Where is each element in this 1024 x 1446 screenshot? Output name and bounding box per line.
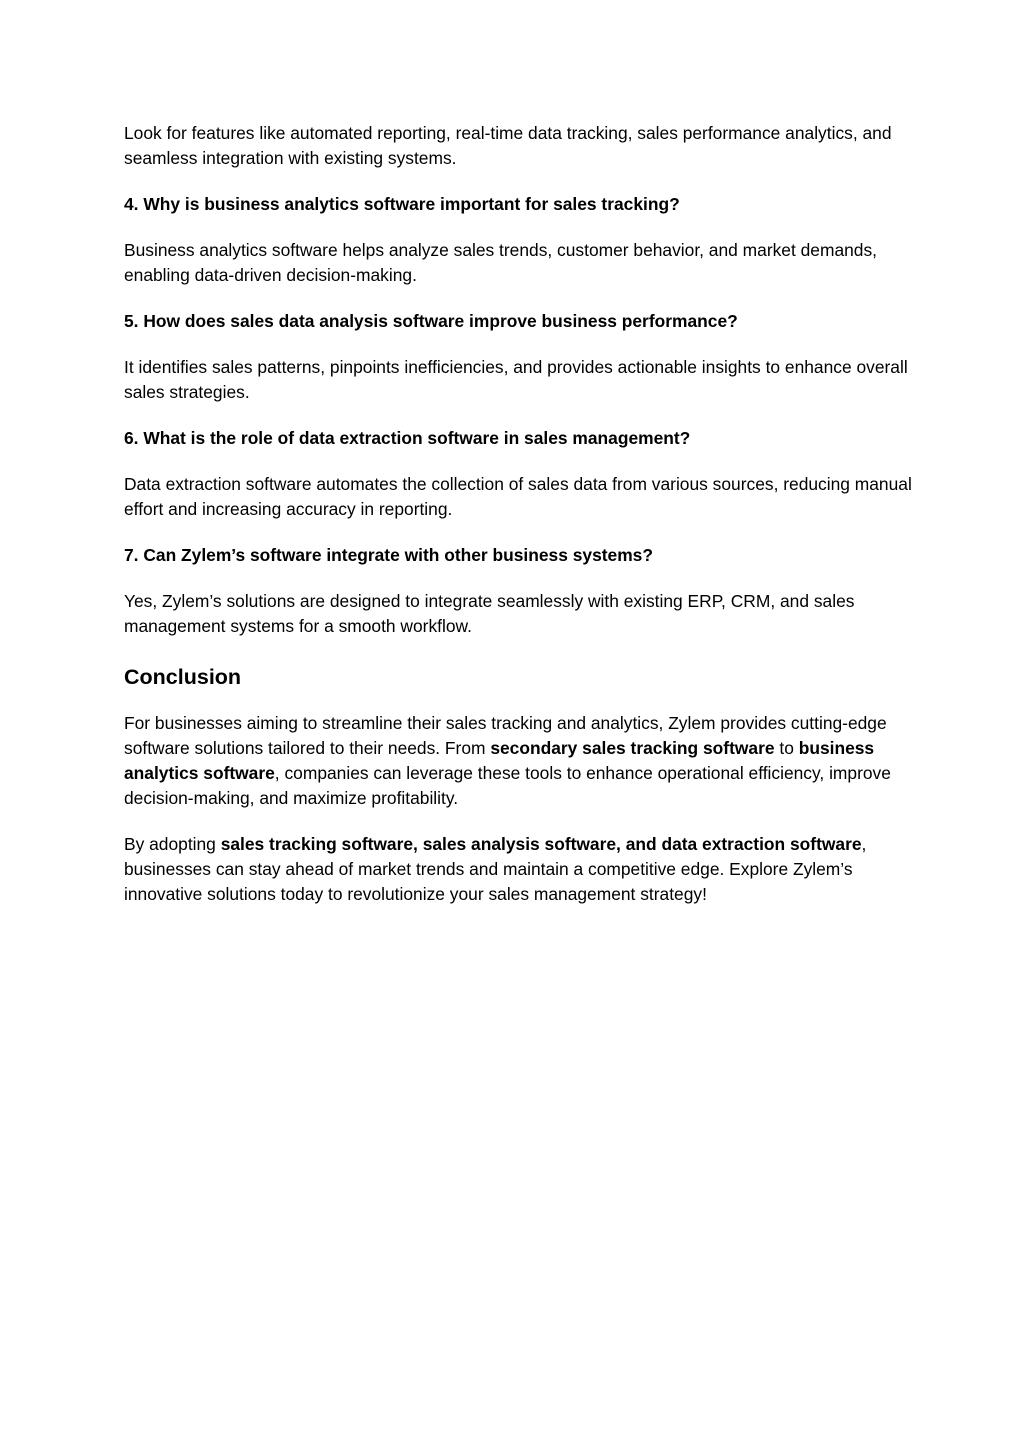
conclusion-p2-bold-1: sales tracking software, sales analysis software, and data extraction software	[220, 834, 862, 854]
faq-answer-4: Business analytics software helps analyze sales trends, customer behavior, and market demands, enabling data-driven decision-making.	[124, 240, 878, 285]
conclusion-p1-text-3: , companies can leverage these tools to enhance operational efficiency, improve decision-making, and maximize profitability.	[124, 763, 891, 808]
conclusion-p2-text-2: , businesses can stay ahead of market trends and maintain a competitive edge. Explore Zylem’s innovative solutions today to revolutionize your sales management strategy!	[124, 834, 867, 904]
conclusion-paragraph-2	[124, 832, 914, 907]
document-page	[124, 121, 914, 928]
conclusion-p1-text-2: to	[774, 738, 799, 758]
conclusion-paragraph-1	[124, 711, 914, 811]
faq-question-6: 6. What is the role of data extraction software in sales management?	[124, 428, 691, 448]
intro-paragraph: Look for features like automated reporting, real-time data tracking, sales performance analytics, and seamless integration with existing systems.	[124, 123, 892, 168]
conclusion-p1-text-1: For businesses aiming to streamline their sales tracking and analytics, Zylem provides cutting-edge software solutions tailored to their needs. From	[124, 713, 887, 758]
faq-answer-5: It identifies sales patterns, pinpoints inefficiencies, and provides actionable insights to enhance overall sales strategies.	[124, 357, 908, 402]
faq-question-4: 4. Why is business analytics software important for sales tracking?	[124, 194, 680, 214]
faq-question-5: 5. How does sales data analysis software improve business performance?	[124, 311, 738, 331]
conclusion-p2-text-1: By adopting	[124, 834, 221, 854]
faq-answer-6: Data extraction software automates the collection of sales data from various sources, reducing manual effort and increasing accuracy in reporting.	[124, 474, 912, 519]
conclusion-heading: Conclusion	[124, 665, 242, 689]
faq-answer-7: Yes, Zylem’s solutions are designed to integrate seamlessly with existing ERP, CRM, and sales management systems for a smooth workflow.	[124, 591, 855, 636]
conclusion-p1-bold-2: business analytics software	[124, 738, 875, 783]
faq-question-7: 7. Can Zylem’s software integrate with other business systems?	[124, 545, 653, 565]
conclusion-p1-bold-1: secondary sales tracking software	[490, 738, 775, 758]
